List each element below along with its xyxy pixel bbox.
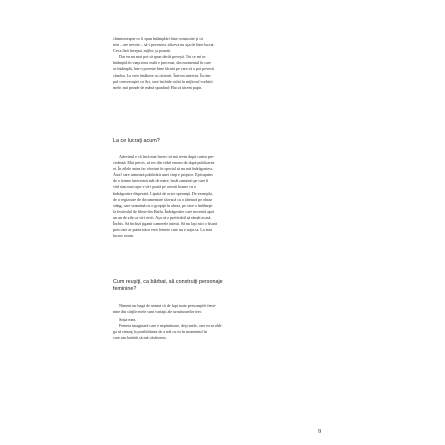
text-line: de o foame interioară atât de mare, încât oamenii pe care îi <box>113 178 209 184</box>
text-line: pul conversaţiei cu Ari, care închide ochii în mijlocul vorbirii <box>113 78 213 84</box>
text-line: lucrez acum. <box>113 233 134 239</box>
text-line: care am hotărât să mă căsătoresc. <box>113 335 168 341</box>
text-line: Închis. Să închizi ţiganii camerele inimii. Să nu laşi nici o fisură <box>113 221 217 227</box>
question-heading-2 <box>113 279 327 293</box>
text-line: de o regizoare de documentare slovacă cu o tăietură pe obraz <box>113 196 213 202</box>
text-line: ei. În zilele astea fac eforturi în special să nu mă îndrăgostesc. <box>113 166 214 172</box>
page-number: 9 <box>318 428 322 435</box>
enumeration-list <box>113 317 327 341</box>
paragraph-answer-1 <box>113 154 327 239</box>
text-line: întâmplă în viaţa mea reală e procesat, din momentul în care <box>113 60 212 66</box>
text-line: Ăsta! care urmează publicării unei cărţi e propice. Epicuprins <box>113 172 213 178</box>
text-line: mele, mă prinde de mână spunând: Hai să tăcem puţin. <box>113 84 203 90</box>
text-line: stâng, care seamănă cu o gropiţă în obraz, pe care o întâlneşti <box>113 202 213 208</box>
text-line: trea – are nevoie – să-i povestesc altceva nu aşa de bine lucrat. <box>113 42 215 48</box>
text-line: ga să renunţ la posibilitatea de a trăi cu ea în momentul în <box>113 329 207 335</box>
text-line: se întâmplă, într-o poveste bine făcută pe care să o pot povesti <box>113 66 214 72</box>
text-line: prin care ar putea intra vreo femeie care nu e soţia ta. La asta <box>113 227 212 233</box>
text-line: cedentă. Mai precis, să ies din vidul enorm de după publicarea <box>113 160 215 166</box>
text-line: Nimeni nu bagă de seamă că de fapt toate personajele femi- <box>119 303 217 308</box>
paragraph-answer-2 <box>113 303 327 315</box>
list-item: Soţia mea. <box>119 317 137 322</box>
text-line: cândva. La vreo întâlnire cu cititorii. Într-un interviu. În tim- <box>113 72 212 78</box>
text-line: un an de zile ca să-i revii. Aşa că e preferabil să rămâi acasă. <box>113 214 212 220</box>
question-text: Cum reuşiţi, ca bărbat, să construiţi personaje <box>113 279 223 285</box>
text-line: chimioterapie ce îi spun întâmplări bine construite şi că <box>113 36 203 41</box>
text-line: nine din cărţile mele sunt variaţii ale următoarelor trei: <box>113 309 202 315</box>
text-line: Ceva fără început, mijloc şi poantă. <box>113 48 171 54</box>
list-item: Femeia imaginară care e nepăsătoare, deşi mele, care m-ar obli- <box>119 323 223 329</box>
question-text: feminine? <box>113 286 137 292</box>
text-line: Adevărul e că încă mai încerc să mă revin după cartea pre- <box>119 154 215 159</box>
text-line: văd stau mai uşor e să-i poată pe acestă foame cu o <box>113 184 196 190</box>
text-line: la festivalul de filme din Haifa. Îndrăgostire care necesită apoi <box>113 208 215 214</box>
question-text: La ce lucraţi acum? <box>113 138 160 144</box>
question-heading-1 <box>113 138 327 145</box>
text-line: Dar eu nu mai pot să spun decât poveşti. Tot ce mi se <box>119 54 206 60</box>
paragraph-intro <box>113 36 327 91</box>
text-line: îndrăgostire disperată. Lipsită de orice speranţă. De exemplu, <box>113 190 213 196</box>
